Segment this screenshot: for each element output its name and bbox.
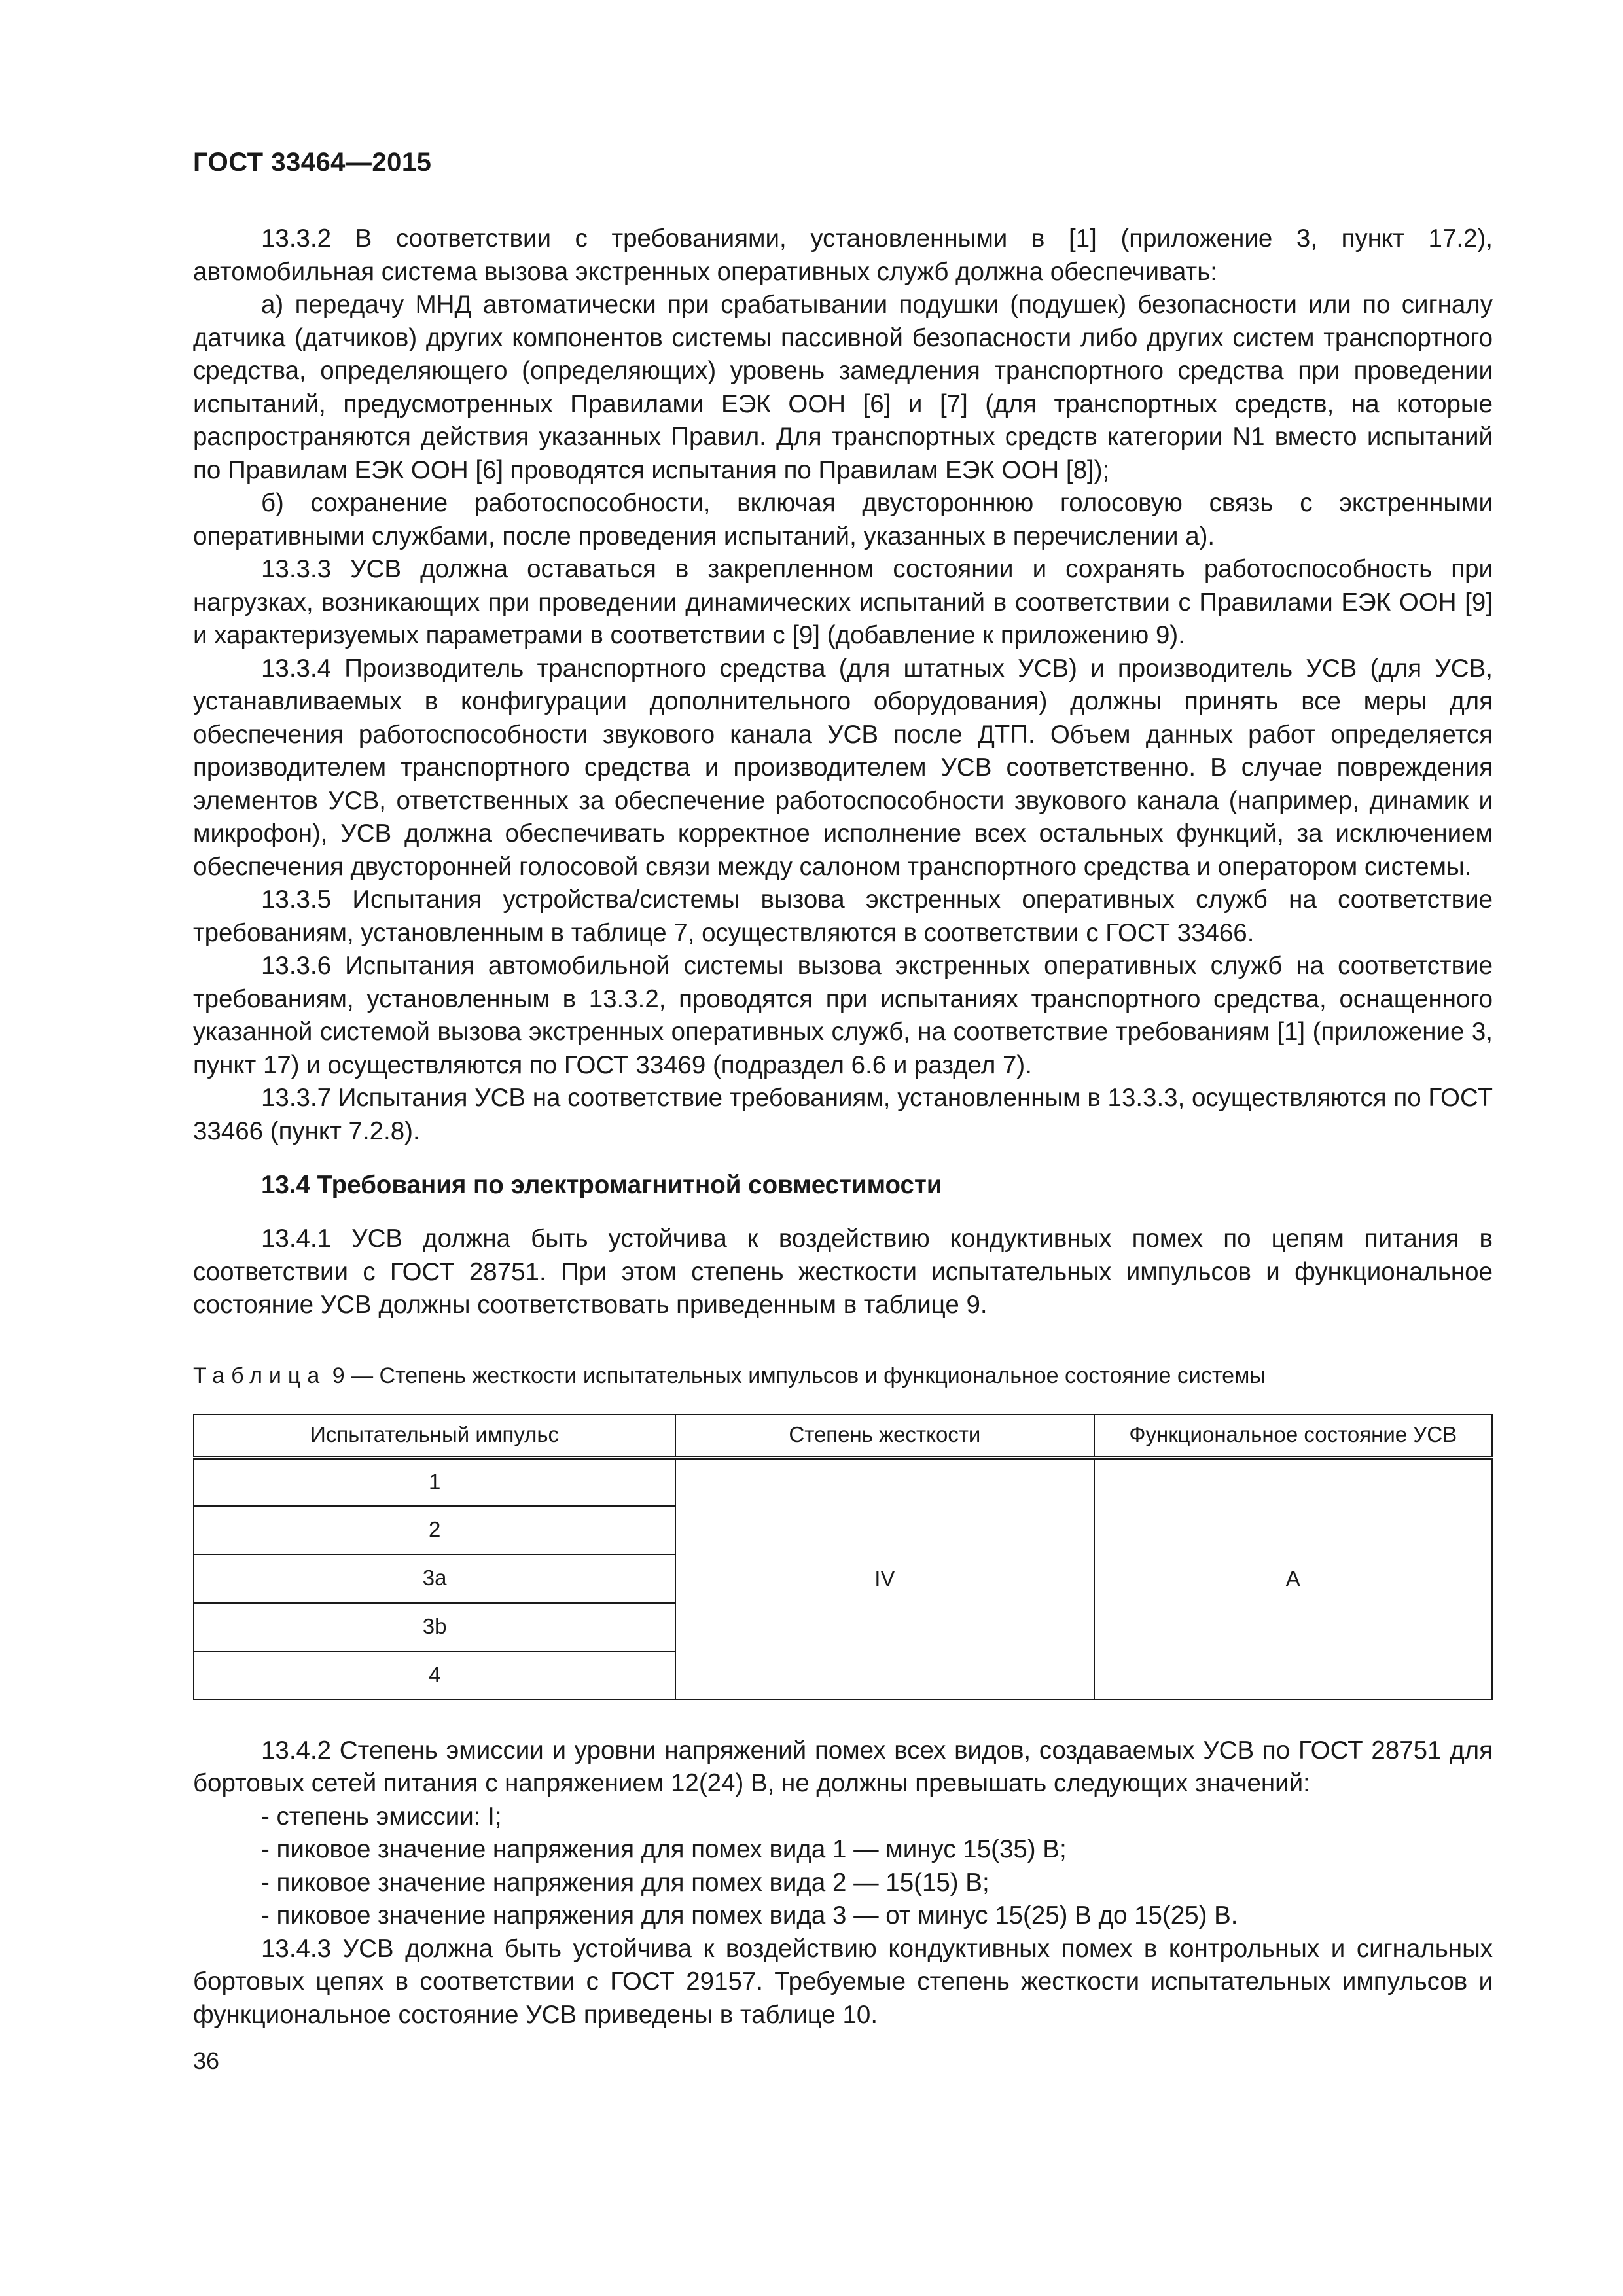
- page-number: 36: [193, 2047, 220, 2074]
- paragraph-item-b: б) сохранение работоспособности, включая двустороннюю голосовую связь с экстренными оперативными службами, после проведения испытаний, указанных в перечислении а).: [193, 489, 1493, 550]
- list-item-type-1: - пиковое значение напряжения для помех вида 1 — минус 15(35) В;: [261, 1835, 1067, 1863]
- list-item-emission: - степень эмиссии: I;: [261, 1802, 502, 1831]
- paragraph-13-4-2: 13.4.2 Степень эмиссии и уровни напряжений помех всех видов, создаваемых УСВ по ГОСТ 28751 для бортовых сетей питания с напряжением 12(24) В, не должны превышать следующих значений:: [193, 1736, 1493, 1797]
- table-header-row: [194, 1414, 1492, 1458]
- table-cell-impulse: 1: [194, 1458, 675, 1506]
- paragraph-13-3-3: 13.3.3 УСВ должна оставаться в закрепленном состоянии и сохранять работоспособность при нагрузках, возникающих при проведении динамических испытаний в соответствии с Правилами ЕЭК ООН [9] и характеризуемых параметрами в соответствии с [9] (добавление к приложению 9).: [193, 555, 1493, 649]
- document-body: [193, 223, 1493, 2032]
- table-row: [194, 1458, 1492, 1506]
- table-cell-impulse: 2: [194, 1506, 675, 1554]
- document-header: ГОСТ 33464—2015: [193, 148, 432, 177]
- section-title-13-4: 13.4 Требования по электромагнитной совместимости: [261, 1171, 942, 1199]
- table-header-state: Функциональное состояние УСВ: [1094, 1414, 1492, 1458]
- paragraph-13-3-4: 13.3.4 Производитель транспортного средства (для штатных УСВ) и производитель УСВ (для УСВ, устанавливаемых в конфигурации дополнительного оборудования) должны принять все меры для обеспечения работоспособности звукового канала УСВ после ДТП. Объем данных работ определяется производителем транспортного средства и производителем УСВ соответственно. В случае повреждения элементов УСВ, ответственных за обеспечение работоспособности звукового канала (например, динамик и микрофон), УСВ должна обеспечивать корректное исполнение всех остальных функций, за исключением обеспечения двусторонней голосовой связи между салоном транспортного средства и оператором системы.: [193, 654, 1493, 881]
- table-header-severity: Степень жесткости: [675, 1414, 1094, 1458]
- paragraph-13-3-7: 13.3.7 Испытания УСВ на соответствие требованиям, установленным в 13.3.3, осуществляются по ГОСТ 33466 (пункт 7.2.8).: [193, 1084, 1493, 1145]
- paragraph-13-3-6: 13.3.6 Испытания автомобильной системы вызова экстренных оперативных служб на соответствие требованиям, установленным в 13.3.2, проводятся при испытаниях транспортного средства, оснащенного указанной системой вызова экстренных оперативных служб, на соответствие требованиям [1] (приложение 3, пункт 17) и осуществляются по ГОСТ 33469 (подраздел 6.6 и раздел 7).: [193, 952, 1493, 1079]
- paragraph-13-3-2: 13.3.2 В соответствии с требованиями, установленными в [1] (приложение 3, пункт 17.2), автомобильная система вызова экстренных оперативных служб должна обеспечивать:: [193, 224, 1493, 286]
- table-caption-text: 9 — Степень жесткости испытательных импульсов и функциональное состояние системы: [326, 1363, 1266, 1388]
- table-caption: [193, 1361, 1493, 1390]
- table-cell-state: А: [1094, 1458, 1492, 1700]
- paragraph-13-4-1: 13.4.1 УСВ должна быть устойчива к воздействию кондуктивных помех по цепям питания в соответствии с ГОСТ 28751. При этом степень жесткости испытательных импульсов и функциональное состояние УСВ должны соответствовать приведенным в таблице 9.: [193, 1225, 1493, 1319]
- table-9: [193, 1414, 1493, 1700]
- table-cell-impulse: 3b: [194, 1603, 675, 1651]
- paragraph-13-3-5: 13.3.5 Испытания устройства/системы вызова экстренных оперативных служб на соответствие требованиям, установленным в таблице 7, осуществляются в соответствии с ГОСТ 33466.: [193, 886, 1493, 947]
- table-header-impulse: Испытательный импульс: [194, 1414, 675, 1458]
- table-cell-impulse: 3a: [194, 1554, 675, 1603]
- table-cell-severity: IV: [675, 1458, 1094, 1700]
- table-caption-word: Таблица: [193, 1363, 327, 1388]
- paragraph-13-4-3: 13.4.3 УСВ должна быть устойчива к воздействию кондуктивных помех в контрольных и сигнальных бортовых цепях в соответствии с ГОСТ 29157. Требуемые степень жесткости испытательных импульсов и функциональное состояние УСВ приведены в таблице 10.: [193, 1934, 1493, 2029]
- table-cell-impulse: 4: [194, 1651, 675, 1700]
- paragraph-item-a: а) передачу МНД автоматически при срабатывании подушки (подушек) безопасности или по сигналу датчика (датчиков) других компонентов системы пассивной безопасности либо других систем транспортного средства, определяющего (определяющих) уровень замедления транспортного средства при проведении испытаний, предусмотренных Правилами ЕЭК ООН [6] и [7] (для транспортных средств, на которые распространяются действия указанных Правил. Для транспортных средств категории N1 вместо испытаний по Правилам ЕЭК ООН [6] проводятся испытания по Правилам ЕЭК ООН [8]);: [193, 291, 1493, 484]
- list-item-type-2: - пиковое значение напряжения для помех вида 2 — 15(15) В;: [261, 1868, 990, 1897]
- list-item-type-3: - пиковое значение напряжения для помех вида 3 — от минус 15(25) В до 15(25) В.: [261, 1901, 1238, 1929]
